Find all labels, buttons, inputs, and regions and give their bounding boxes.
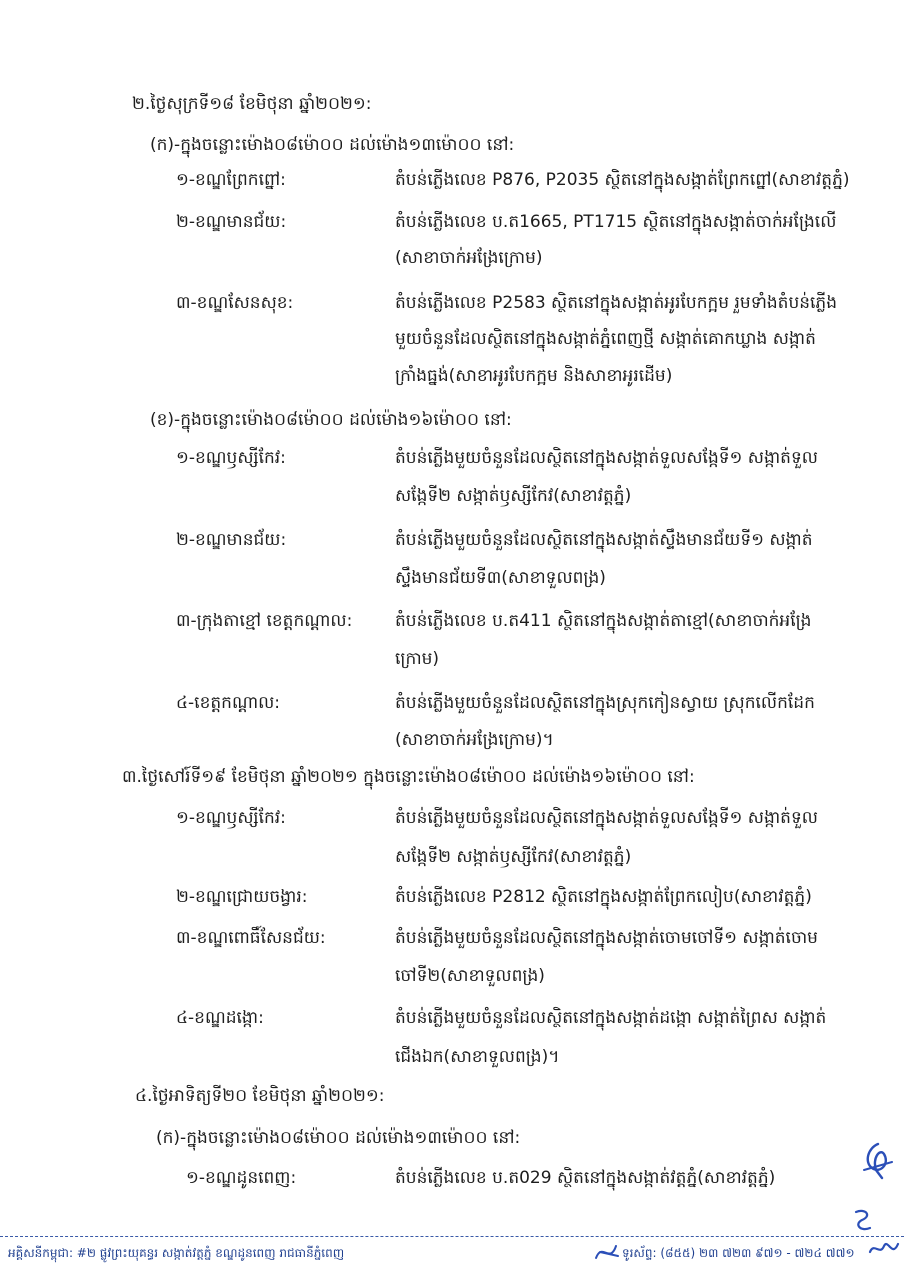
footer-phone: ទូរស័ព្ទ: (៨៥៥) ២៣ ៧២៣ ៩៧១ - ៧២៤ ៧៧១	[622, 1246, 855, 1260]
item-text: តំបន់ភ្លើងមួយចំនួនដែលស្ថិតនៅក្នុងសង្កាត់ដង្កោ សង្កាត់ព្រៃស សង្កាត់	[395, 1008, 827, 1028]
period-heading: (ខ)-ក្នុងចន្លោះម៉ោង០៨ម៉ោ០០ ដល់ម៉ោង១៦ម៉ោ០០ នៅ:	[150, 410, 512, 430]
item-text: មួយចំនួនដែលស្ថិតនៅក្នុងសង្កាត់ភ្នំពេញថ្មី សង្កាត់គោកឃ្លាង សង្កាត់	[395, 329, 816, 349]
period-heading: (ក)-ក្នុងចន្លោះម៉ោង០៨ម៉ោ០០ ដល់ម៉ោង១៣ម៉ោ០០ នៅ:	[150, 135, 515, 155]
footer-divider	[0, 1236, 904, 1237]
item-text: (សាខាចាក់អង្រែក្រោម)។	[395, 730, 554, 750]
item-text: តំបន់ភ្លើងមួយចំនួនដែលស្ថិតនៅក្នុងសង្កាត់ទួលសង្កែទី១ សង្កាត់ទួល	[395, 808, 818, 828]
item-label: ១-ខណ្ឌឫស្សីកែវ:	[176, 448, 286, 468]
period-heading: (ក)-ក្នុងចន្លោះម៉ោង០៨ម៉ោ០០ ដល់ម៉ោង១៣ម៉ោ០០ នៅ:	[156, 1128, 521, 1148]
item-text: តំបន់ភ្លើងមួយចំនួនដែលស្ថិតនៅក្នុងស្រុកកៀនស្វាយ ស្រុកលើកដែក	[395, 693, 815, 713]
item-text: ក្រោម)	[395, 649, 440, 669]
item-label: ៣-ក្រុងតាខ្មៅ ខេត្តកណ្តាល:	[176, 611, 353, 631]
item-text: សង្កែទី២ សង្កាត់ឫស្សីកែវ(សាខាវត្តភ្នំ)	[395, 486, 632, 506]
item-text: ក្រាំងធ្នង់(សាខាអូរបែកក្អម និងសាខាអូរដើម)	[395, 366, 673, 386]
item-text: ជើងឯក(សាខាទួលពង្រ)។	[395, 1047, 560, 1067]
item-text: សង្កែទី២ សង្កាត់ឫស្សីកែវ(សាខាវត្តភ្នំ)	[395, 847, 632, 867]
item-text: (សាខាចាក់អង្រែក្រោម)	[395, 248, 543, 268]
handwritten-signature-mark	[592, 1238, 622, 1266]
item-label: ១-ខណ្ឌព្រែកព្នៅ:	[176, 170, 286, 190]
item-label: ២-ខណ្ឌមានជ័យ:	[176, 212, 287, 232]
item-text: តំបន់ភ្លើងមួយចំនួនដែលស្ថិតនៅក្នុងសង្កាត់ចោមចៅទី១ សង្កាត់ចោម	[395, 928, 818, 948]
item-label: ៣-ខណ្ឌសែនសុខ:	[176, 293, 294, 313]
item-text: តំបន់ភ្លើងមួយចំនួនដែលស្ថិតនៅក្នុងសង្កាត់ទួលសង្កែទី១ សង្កាត់ទួល	[395, 448, 818, 468]
item-label: ១-ខណ្ឌឫស្សីកែវ:	[176, 808, 286, 828]
handwritten-initial-mark	[848, 1206, 878, 1234]
handwritten-signature-mark	[868, 1236, 900, 1260]
item-label: ៣-ខណ្ឌពោធិ៍សែនជ័យ:	[176, 928, 326, 948]
footer-address: អគ្គិសនីកម្ពុជា: #២ ផ្លូវព្រះយុគន្ធរ សង្កាត់វត្តភ្នំ ខណ្ឌដូនពេញ រាជធានីភ្នំពេញ	[8, 1246, 345, 1260]
item-label: ២-ខណ្ឌជ្រោយចង្វារ:	[176, 887, 308, 907]
item-text: ស្ទឹងមានជ័យទី៣(សាខាទួលពង្រ)	[395, 568, 606, 588]
item-text: តំបន់ភ្លើងលេខ P2812 ស្ថិតនៅក្នុងសង្កាត់ព្រែកលៀប(សាខាវត្តភ្នំ)	[395, 887, 812, 907]
item-label: ២-ខណ្ឌមានជ័យ:	[176, 530, 287, 550]
section-heading: ២.ថ្ងៃសុក្រទី១៨ ខែមិថុនា ឆ្នាំ២០២១:	[132, 94, 372, 114]
item-text: តំបន់ភ្លើងលេខ ប.ត411 ស្ថិតនៅក្នុងសង្កាត់តាខ្មៅ(សាខាចាក់អង្រែ	[395, 611, 812, 631]
item-label: ១-ខណ្ឌដូនពេញ:	[186, 1168, 297, 1188]
section-heading: ៣.ថ្ងៃសៅរ៍ទី១៩ ខែមិថុនា ឆ្នាំ២០២១ ក្នុងចន្លោះម៉ោង០៨ម៉ោ០០ ដល់ម៉ោង១៦ម៉ោ០០ នៅ:	[122, 767, 695, 787]
item-label: ៤-ខេត្តកណ្តាល:	[176, 693, 281, 713]
item-text: តំបន់ភ្លើងលេខ P876, P2035 ស្ថិតនៅក្នុងសង្កាត់ព្រែកព្នៅ(សាខាវត្តភ្នំ)	[395, 170, 850, 190]
item-label: ៤-ខណ្ឌដង្កោ:	[176, 1008, 264, 1028]
item-text: តំបន់ភ្លើងលេខ ប.ត1665, PT1715 ស្ថិតនៅក្នុងសង្កាត់ចាក់អង្រែលើ	[395, 212, 837, 232]
handwritten-initial-mark	[858, 1140, 898, 1180]
item-text: តំបន់ភ្លើងមួយចំនួនដែលស្ថិតនៅក្នុងសង្កាត់ស្ទឹងមានជ័យទី១ សង្កាត់	[395, 530, 813, 550]
item-text: តំបន់ភ្លើងលេខ ប.ត029 ស្ថិតនៅក្នុងសង្កាត់វត្តភ្នំ(សាខាវត្តភ្នំ)	[395, 1168, 776, 1188]
item-text: ចៅទី២(សាខាទួលពង្រ)	[395, 966, 545, 986]
section-heading: ៤.ថ្ងៃអាទិត្យទី២០ ខែមិថុនា ឆ្នាំ២០២១:	[135, 1086, 385, 1106]
item-text: តំបន់ភ្លើងលេខ P2583 ស្ថិតនៅក្នុងសង្កាត់អូរបែកក្អម រួមទាំងតំបន់ភ្លើង	[395, 293, 838, 313]
